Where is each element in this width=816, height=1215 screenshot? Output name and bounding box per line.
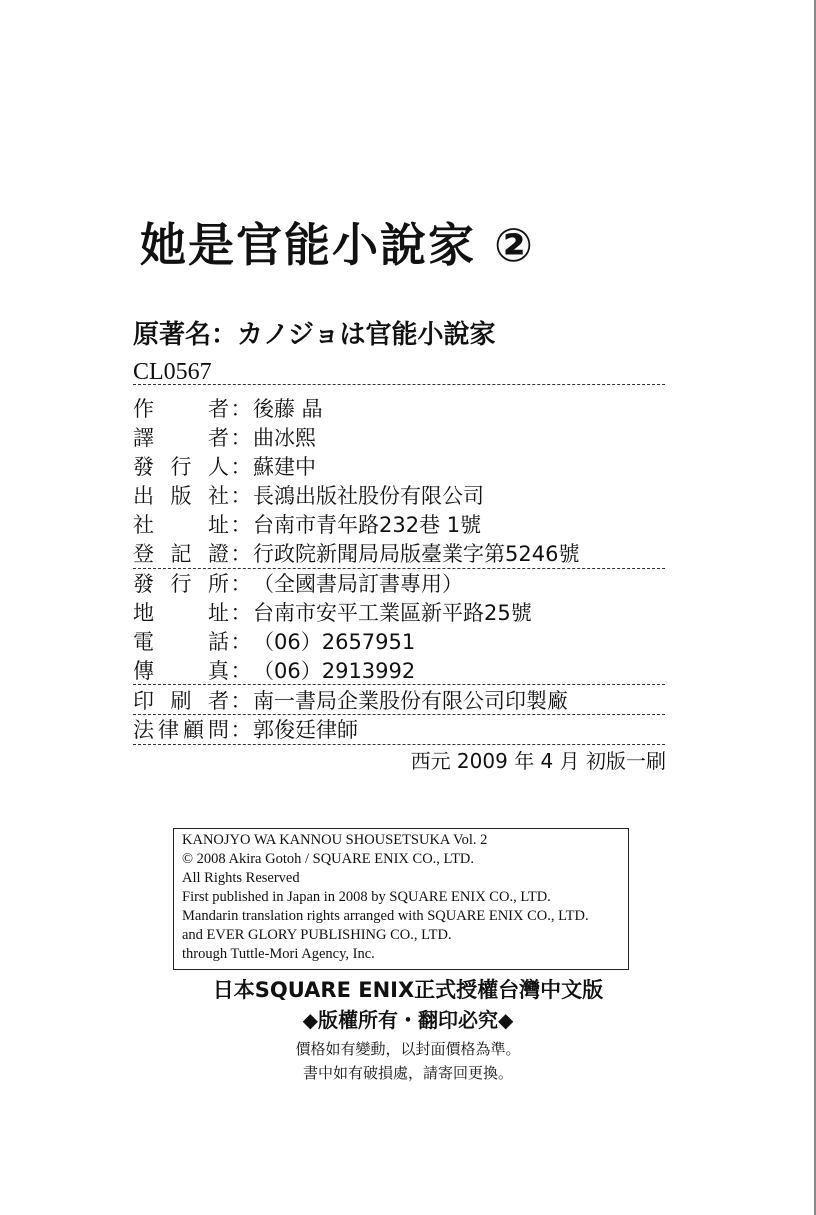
- original-title: 原著名：カノジョは官能小說家: [133, 320, 496, 350]
- info-value: 後藤 晶: [253, 397, 323, 421]
- info-value: 台南市安平工業區新平路25號: [253, 601, 532, 625]
- rights-line: Mandarin translation rights arranged with SQUARE ENIX CO., LTD.: [182, 908, 589, 924]
- info-separator: ：: [230, 484, 252, 508]
- info-label: 印刷者: [133, 689, 229, 713]
- info-separator: ：: [230, 630, 252, 654]
- rights-line: and EVER GLORY PUBLISHING CO., LTD.: [182, 927, 452, 943]
- info-label: 傳真: [133, 659, 229, 683]
- info-separator: ：: [230, 718, 252, 742]
- info-row-publisher: [133, 481, 673, 511]
- copyright-notice: ◆版權所有・翻印必究◆: [302, 1008, 514, 1032]
- info-row-fax: [133, 656, 673, 686]
- info-label: 地址: [133, 601, 229, 625]
- info-value: 曲冰熙: [253, 426, 316, 450]
- rights-line: through Tuttle-Mori Agency, Inc.: [182, 946, 375, 962]
- info-row-printer: [133, 686, 673, 716]
- book-title: 她是官能小說家 ②: [140, 218, 535, 272]
- info-row-publisher-address: [133, 510, 673, 540]
- info-separator: ：: [230, 689, 252, 713]
- info-label: 社址: [133, 513, 229, 537]
- info-value: （06）2657951: [253, 630, 416, 654]
- damage-note: 書中如有破損處，請寄回更換。: [302, 1064, 513, 1082]
- info-label: 電話: [133, 630, 229, 654]
- info-value: 行政院新聞局局版臺業字第5246號: [253, 542, 580, 566]
- info-separator: ：: [230, 542, 252, 566]
- info-separator: ：: [230, 455, 252, 479]
- info-separator: ：: [230, 659, 252, 683]
- info-row-author: [133, 394, 673, 424]
- rights-line: © 2008 Akira Gotoh / SQUARE ENIX CO., LTD.: [182, 851, 475, 867]
- info-row-distributor: [133, 569, 673, 599]
- price-note: 價格如有變動，以封面價格為準。: [295, 1040, 521, 1058]
- info-row-address: [133, 598, 673, 628]
- info-separator: ：: [230, 397, 252, 421]
- rights-line: KANOJYO WA KANNOU SHOUSETSUKA Vol. 2: [182, 832, 488, 848]
- info-label: 登記證: [133, 542, 229, 566]
- info-label: 出版社: [133, 484, 229, 508]
- info-value: （全國書局訂書專用）: [253, 572, 463, 596]
- info-row-legal-counsel: [133, 715, 673, 745]
- divider: [133, 684, 665, 685]
- info-row-issuer: [133, 452, 673, 482]
- info-value: 南一書局企業股份有限公司印製廠: [253, 689, 568, 713]
- rights-line: First published in Japan in 2008 by SQUARE ENIX CO., LTD.: [182, 889, 551, 905]
- info-value: （06）2913992: [253, 659, 416, 683]
- info-label: 法律顧問: [133, 718, 229, 742]
- divider: [133, 384, 665, 385]
- info-label: 發行所: [133, 572, 229, 596]
- info-label: 譯者: [133, 426, 229, 450]
- info-row-phone: [133, 627, 673, 657]
- info-value: 蘇建中: [253, 455, 316, 479]
- divider: [133, 744, 665, 745]
- edition-date: 西元 2009 年 4 月 初版一刷: [410, 749, 666, 773]
- info-row-registration: [133, 539, 673, 569]
- license-notice: 日本SQUARE ENIX正式授權台灣中文版: [212, 978, 604, 1002]
- info-separator: ：: [230, 601, 252, 625]
- rights-notice-box: [173, 828, 629, 970]
- catalog-code: CL0567: [133, 359, 212, 385]
- rights-line: All Rights Reserved: [182, 870, 300, 886]
- info-separator: ：: [230, 426, 252, 450]
- info-value: 長鴻出版社股份有限公司: [253, 484, 484, 508]
- info-value: 台南市青年路232巷 1號: [253, 513, 482, 537]
- info-separator: ：: [230, 513, 252, 537]
- info-separator: ：: [230, 572, 252, 596]
- info-label: 發行人: [133, 455, 229, 479]
- info-value: 郭俊廷律師: [253, 718, 358, 742]
- info-row-translator: [133, 423, 673, 453]
- info-label: 作者: [133, 397, 229, 421]
